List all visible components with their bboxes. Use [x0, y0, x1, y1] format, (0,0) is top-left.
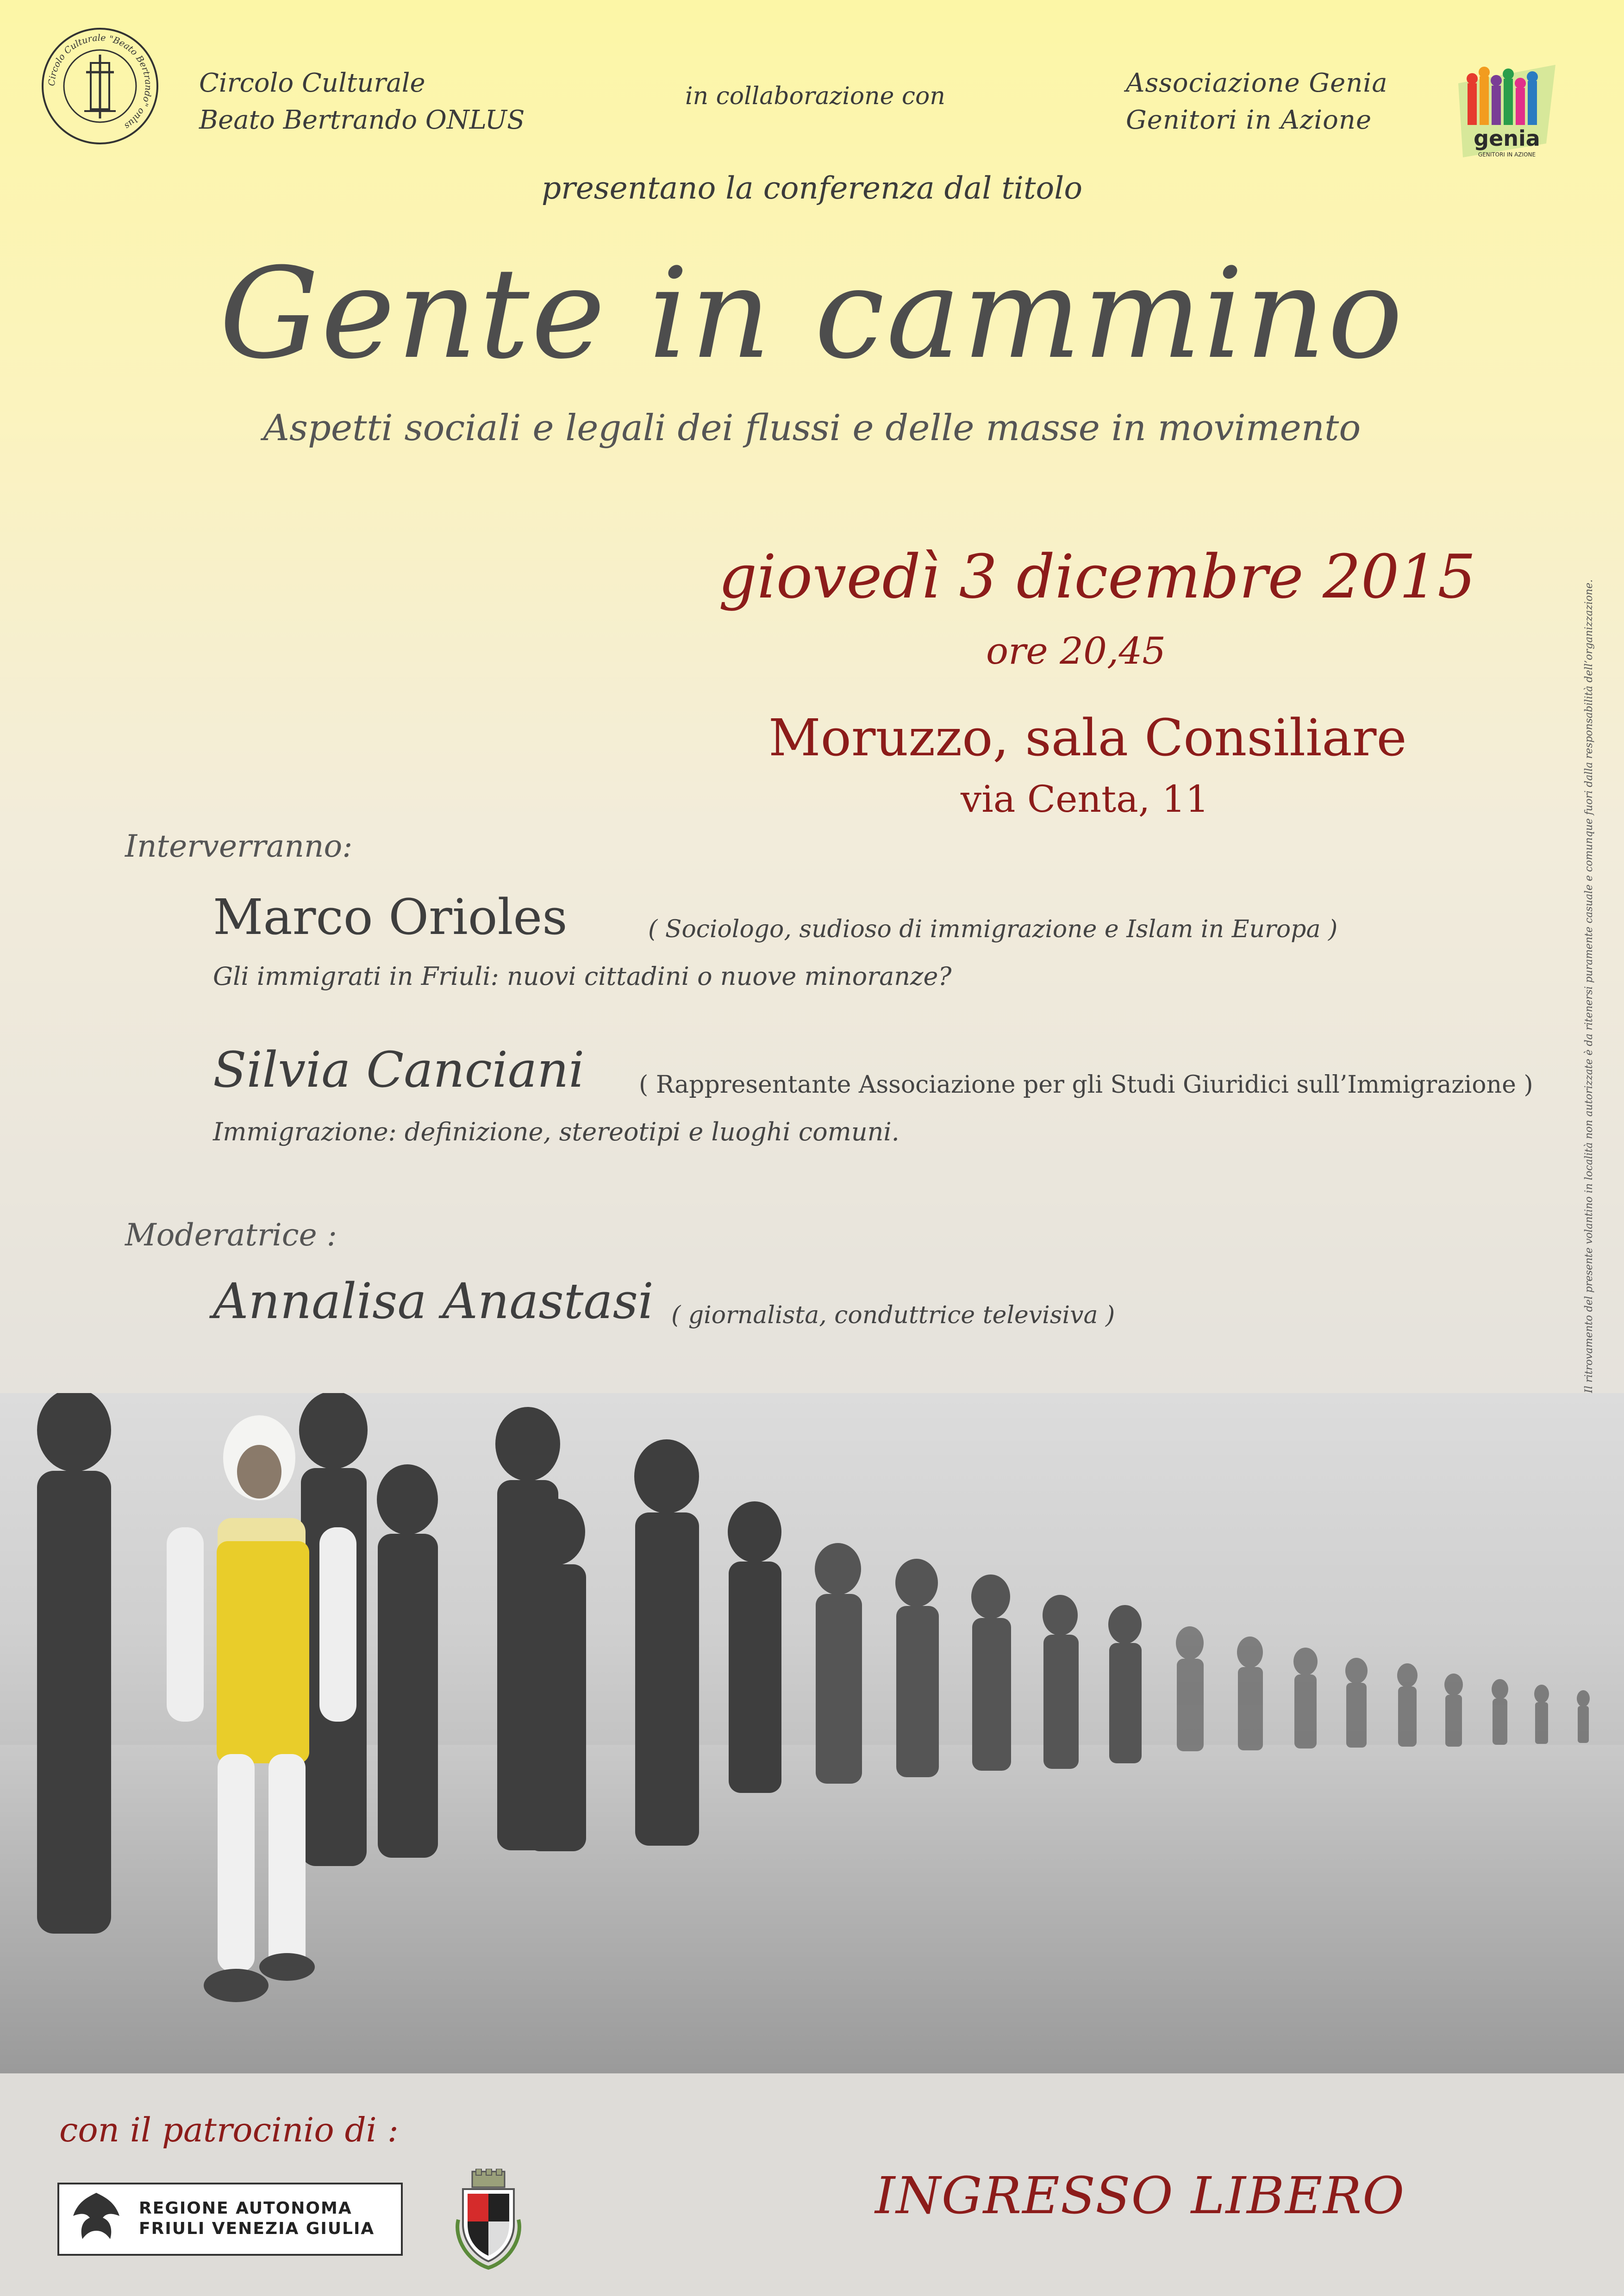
side-disclaimer: Il ritrovamento del presente volantino in località non autorizzate è da ritenersi puramente casuale e comunque fuori dalla responsabilità dell’organizzazione. — [1583, 579, 1595, 1393]
event-date: giovedì 3 dicembre 2015 — [718, 541, 1476, 612]
speaker-role: ( Sociologo, sudioso di immigrazione e Islam in Europa ) — [648, 915, 1338, 943]
free-entry-text: INGRESSO LIBERO — [875, 2166, 1405, 2225]
regione-line1: REGIONE AUTONOMA — [139, 2199, 352, 2218]
genia-logo-icon — [1449, 51, 1565, 167]
speaker-name: Silvia Canciani — [213, 1041, 585, 1098]
organizer-right — [1126, 65, 1388, 139]
speaker-topic: Immigrazione: definizione, stereotipi e luoghi comuni. — [213, 1117, 899, 1146]
organizer-left-line2: Beato Bertrando ONLUS — [199, 105, 525, 135]
speaker-role: ( Rappresentante Associazione per gli Studi Giuridici sull’Immigrazione ) — [639, 1071, 1533, 1099]
seal-logo-icon — [40, 26, 160, 146]
subtitle: Aspetti sociali e legali dei flussi e delle masse in movimento — [263, 407, 1361, 449]
organizer-left — [199, 65, 525, 139]
speaker-topic: Gli immigrati in Friuli: nuovi cittadini o nuove minoranze? — [213, 962, 952, 991]
collaboration-text: in collaborazione con — [685, 82, 945, 110]
intro-text: presentano la conferenza dal titolo — [541, 170, 1083, 206]
people-walking-photo — [0, 1393, 1624, 2073]
svg-text:genia: genia — [1474, 126, 1540, 151]
regione-text — [139, 2198, 375, 2239]
event-time: ore 20,45 — [986, 629, 1166, 672]
moderator-role: ( giornalista, conduttrice televisiva ) — [671, 1301, 1115, 1329]
coat-of-arms-icon — [449, 2169, 528, 2271]
eagle-icon — [69, 2188, 124, 2246]
patronage-label: con il patrocinio di : — [59, 2110, 399, 2149]
moderator-name: Annalisa Anastasi — [213, 1273, 654, 1330]
svg-text:GENITORI IN AZIONE: GENITORI IN AZIONE — [1478, 151, 1536, 158]
speaker-name: Marco Orioles — [213, 889, 568, 946]
regione-line2: FRIULI VENEZIA GIULIA — [139, 2219, 375, 2238]
event-place: Moruzzo, sala Consiliare — [768, 708, 1407, 767]
event-street: via Centa, 11 — [961, 778, 1209, 821]
organizer-right-line1: Associazione Genia — [1126, 68, 1388, 98]
page-title: Gente in cammino — [219, 241, 1405, 386]
organizer-left-line1: Circolo Culturale — [199, 68, 425, 98]
svg-text:Circolo Culturale "Beato Bertr: Circolo Culturale "Beato Bertrando" onlus — [46, 32, 154, 131]
speakers-label: Interverranno: — [125, 828, 353, 864]
crowd-illustration — [0, 1393, 1624, 2073]
moderator-label: Moderatrice : — [125, 1217, 337, 1253]
organizer-right-line2: Genitori in Azione — [1126, 105, 1372, 135]
